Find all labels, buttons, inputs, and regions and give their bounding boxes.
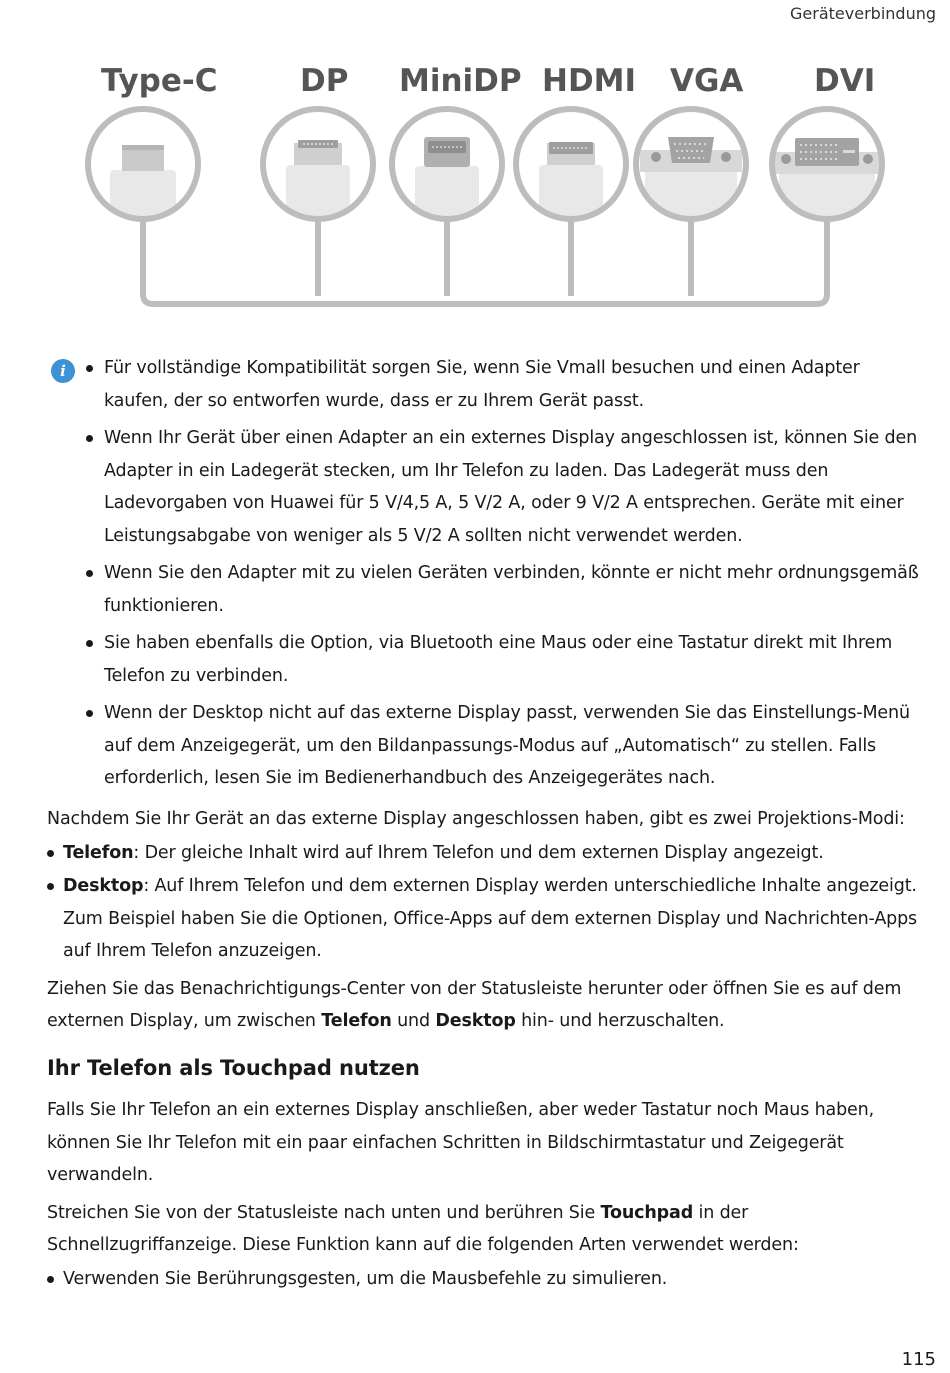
- port-label-minidp: MiniDP: [399, 63, 522, 99]
- switch-desktop: Desktop: [435, 1011, 516, 1031]
- note-item: Sie haben ebenfalls die Option, via Bluetooth eine Maus oder eine Tastatur direkt mit Ihrem Telefon zu verbinden.: [104, 627, 928, 692]
- modes-intro: Nachdem Sie Ihr Gerät an das externe Display angeschlossen haben, gibt es zwei Projektions-Modi:: [47, 809, 905, 829]
- switch-text: und: [391, 1011, 436, 1031]
- port-label-type-c: Type-C: [101, 63, 218, 99]
- note-block: [48, 352, 928, 800]
- page-number: 115: [901, 1349, 936, 1370]
- port-label-hdmi: HDMI: [542, 63, 637, 99]
- note-item: Wenn Ihr Gerät über einen Adapter an ein externes Display angeschlossen ist, können Sie den Adapter in ein Ladegerät stecken, um Ihr Telefon zu laden. Das Ladegerät muss den Ladevorgaben von Huawei für 5 V/4,5 A, 5 V/2 A, oder 9 V/2 A entsprechen. Geräte mit einer Leistungsabgabe von weniger als 5 V/2 A sollten nicht verwendet werden.: [104, 422, 928, 552]
- adapter-illustration: [0, 0, 950, 320]
- touchpad-instruction: [47, 1197, 927, 1262]
- instruction-text: Streichen Sie von der Statusleiste nach unten und berühren Sie: [47, 1202, 601, 1223]
- section-heading: Ihr Telefon als Touchpad nutzen: [47, 1056, 420, 1080]
- instruction-text: in der Schnellzugriffanzeige. Diese Funktion kann auf die folgenden Arten verwendet werden:: [47, 1202, 799, 1255]
- note-item: Wenn der Desktop nicht auf das externe Display passt, verwenden Sie das Einstellungs-Menü auf dem Anzeigegerät, um den Bildanpassungs-Modus auf „Automatisch“ zu stellen. Falls erforderlich, lesen Sie im Bedienerhandbuch des Anzeigegerätes nach.: [104, 697, 928, 795]
- switch-paragraph: [47, 973, 927, 1038]
- mode-desktop-text: : Auf Ihrem Telefon und dem externen Display werden unterschiedliche Inhalte angezeigt. Zum Beispiel haben Sie die Optionen, Office-Apps auf dem externen Display und Nachrichten-Apps auf Ihrem Telefon anzuzeigen.: [63, 876, 918, 961]
- port-label-vga: VGA: [670, 63, 744, 99]
- touchpad-label: Touchpad: [600, 1202, 694, 1223]
- port-label-dvi: DVI: [814, 63, 876, 99]
- mode-telefon: [47, 837, 927, 870]
- connector-figure: [0, 0, 950, 320]
- projection-modes-section: [47, 803, 927, 1038]
- note-item: Für vollständige Kompatibilität sorgen Sie, wenn Sie Vmall besuchen und einen Adapter kaufen, der so entworfen wurde, dass er zu Ihrem Gerät passt.: [104, 352, 928, 417]
- mode-telefon-text: : Der gleiche Inhalt wird auf Ihrem Telefon und dem externen Display angezeigt.: [133, 842, 824, 863]
- touchpad-intro: Falls Sie Ihr Telefon an ein externes Display anschließen, aber weder Tastatur noch Maus haben, können Sie Ihr Telefon mit ein paar einfachen Schritten in Bildschirmtastatur und Zeigegerät verwandeln.: [47, 1100, 875, 1185]
- touchpad-section: [47, 1094, 927, 1295]
- touchpad-bullet: Verwenden Sie Berührungsgesten, um die Mausbefehle zu simulieren.: [47, 1263, 927, 1296]
- switch-text: Ziehen Sie das Benachrichtigungs-Center von der Statusleiste herunter oder öffnen Sie es auf dem externen Display, um zwischen: [47, 978, 902, 1031]
- section-title: Geräteverbindung: [790, 4, 936, 23]
- adapter-cable: [143, 219, 827, 304]
- info-icon: i: [51, 359, 75, 383]
- mode-desktop-label: Desktop: [63, 876, 144, 896]
- switch-text: hin- und herzuschalten.: [515, 1011, 725, 1031]
- switch-telefon: Telefon: [321, 1011, 392, 1031]
- port-label-dp: DP: [300, 63, 349, 99]
- mode-desktop: [47, 870, 927, 968]
- note-item: Wenn Sie den Adapter mit zu vielen Geräten verbinden, könnte er nicht mehr ordnungsgemäß funktionieren.: [104, 557, 928, 622]
- mode-telefon-label: Telefon: [63, 842, 134, 863]
- note-list: [48, 352, 928, 795]
